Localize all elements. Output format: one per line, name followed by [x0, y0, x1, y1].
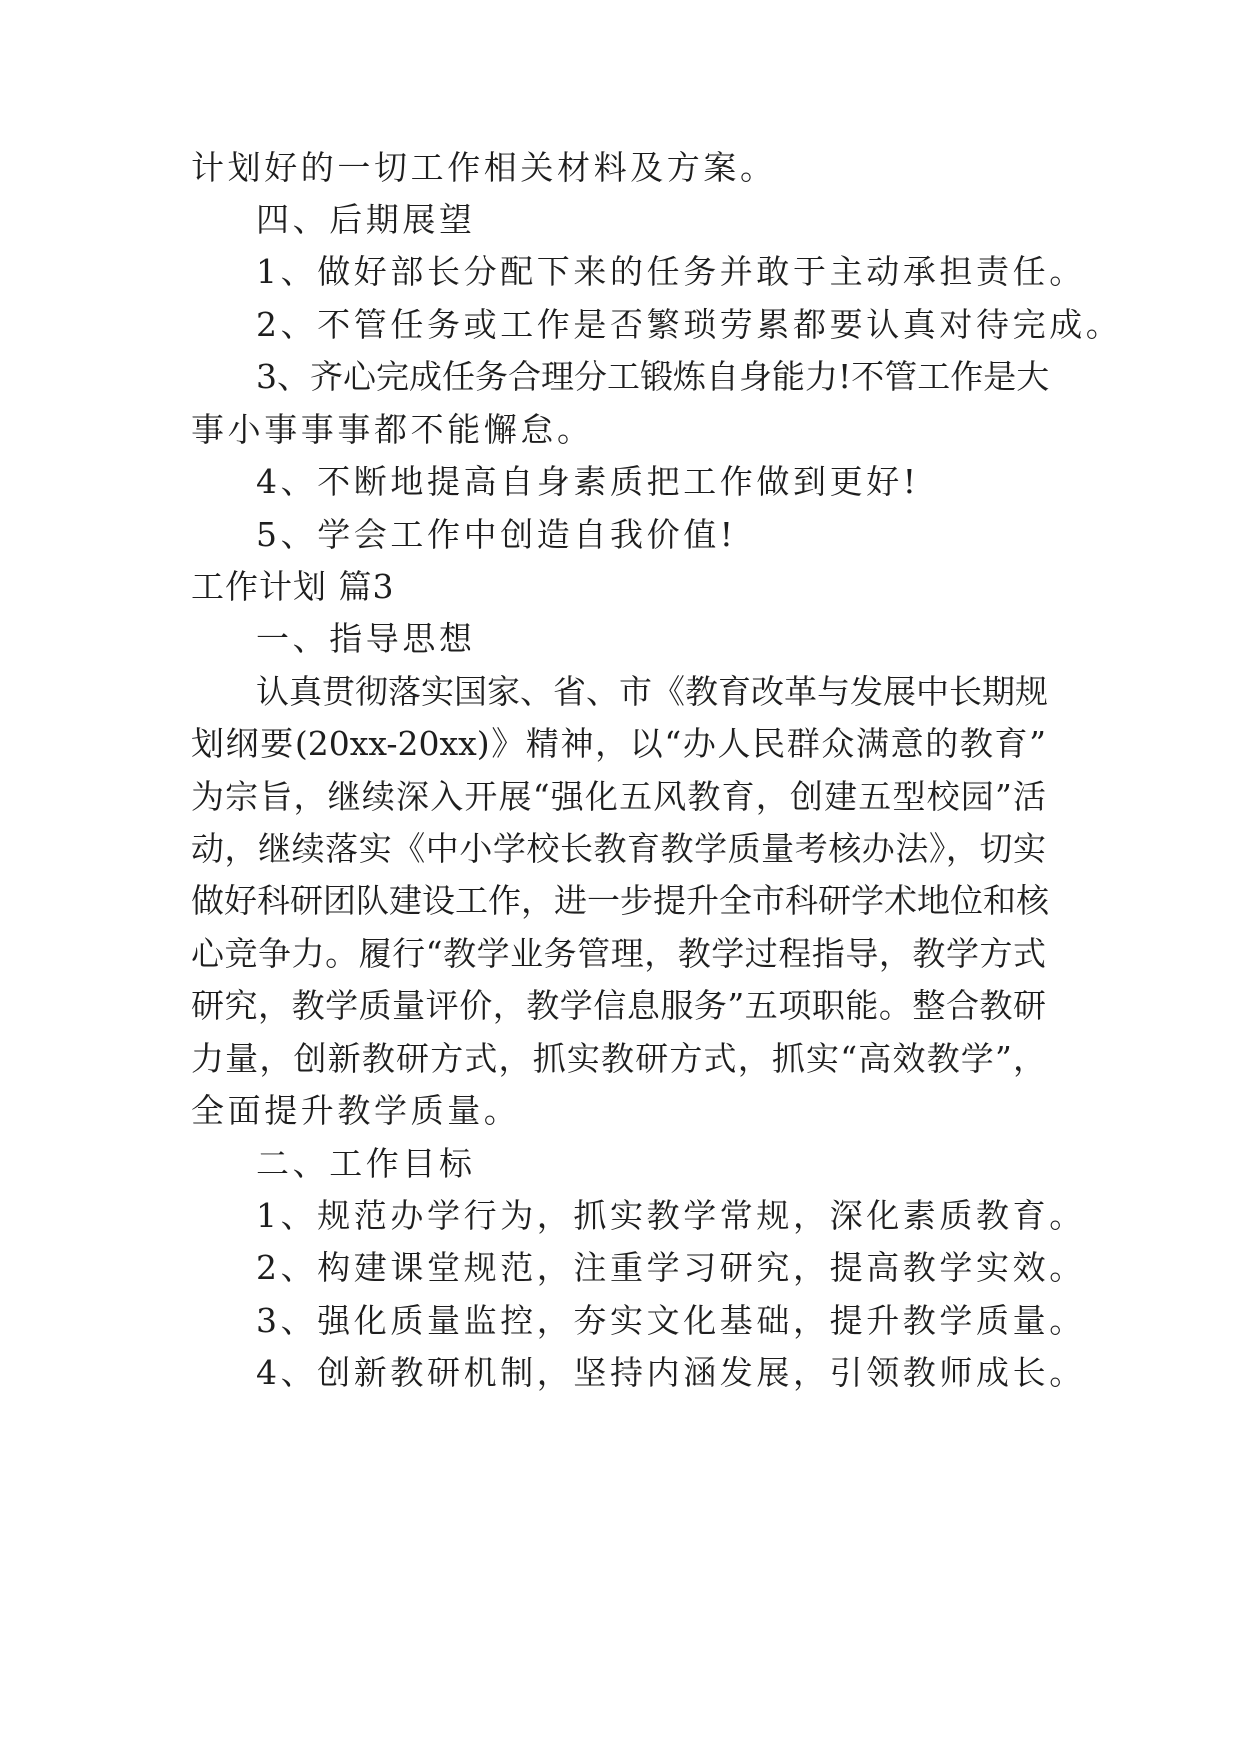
list-item-1: 1、做好部长分配下来的任务并敢于主动承担责任。: [256, 252, 1086, 291]
article-title: 工作计划 篇3: [191, 567, 395, 606]
paragraph-line-1: 认真贯彻落实国家、省、市《教育改革与发展中长期规: [256, 672, 1048, 711]
goal-item-1: 1、规范办学行为，抓实教学常规，深化素质教育。: [256, 1196, 1086, 1235]
goal-item-2: 2、构建课堂规范，注重学习研究，提高教学实效。: [256, 1248, 1086, 1287]
paragraph-line-9: 全面提升教学质量。: [191, 1091, 521, 1130]
goal-item-4: 4、创新教研机制，坚持内涵发展，引领教师成长。: [256, 1353, 1086, 1392]
paragraph-line-6: 心竞争力。履行“教学业务管理，教学过程指导，教学方式: [191, 934, 1046, 973]
section-heading-outlook: 四、后期展望: [256, 200, 476, 239]
list-item-4: 4、不断地提高自身素质把工作做到更好!: [256, 462, 920, 501]
list-item-3-line-2: 事小事事事都不能懈怠。: [191, 410, 594, 449]
list-item-3-line-1: 3、齐心完成任务合理分工锻炼自身能力!不管工作是大: [256, 357, 1050, 396]
paragraph-line-2: 划纲要(20xx-20xx)》精神，以“办人民群众满意的教育”: [191, 724, 1046, 763]
section-heading-guiding-ideology: 一、指导思想: [256, 619, 476, 658]
paragraph-line-8: 力量，创新教研方式，抓实教研方式，抓实“高效教学”，: [191, 1039, 1046, 1078]
paragraph-line-3: 为宗旨，继续深入开展“强化五风教育，创建五型校园”活: [191, 777, 1046, 816]
paragraph-line-5: 做好科研团队建设工作，进一步提升全市科研学术地位和核: [191, 881, 1049, 920]
list-item-5: 5、学会工作中创造自我价值!: [256, 515, 737, 554]
list-item-2: 2、不管任务或工作是否繁琐劳累都要认真对待完成。: [256, 305, 1123, 344]
paragraph-line-4: 动，继续落实《中小学校长教育教学质量考核办法》，切实: [191, 829, 1046, 868]
goal-item-3: 3、强化质量监控，夯实文化基础，提升教学质量。: [256, 1301, 1086, 1340]
paragraph-line-7: 研究，教学质量评价，教学信息服务”五项职能。整合教研: [191, 986, 1046, 1025]
paragraph-continuation-line: 计划好的一切工作相关材料及方案。: [191, 148, 777, 187]
section-heading-work-goals: 二、工作目标: [256, 1144, 476, 1183]
